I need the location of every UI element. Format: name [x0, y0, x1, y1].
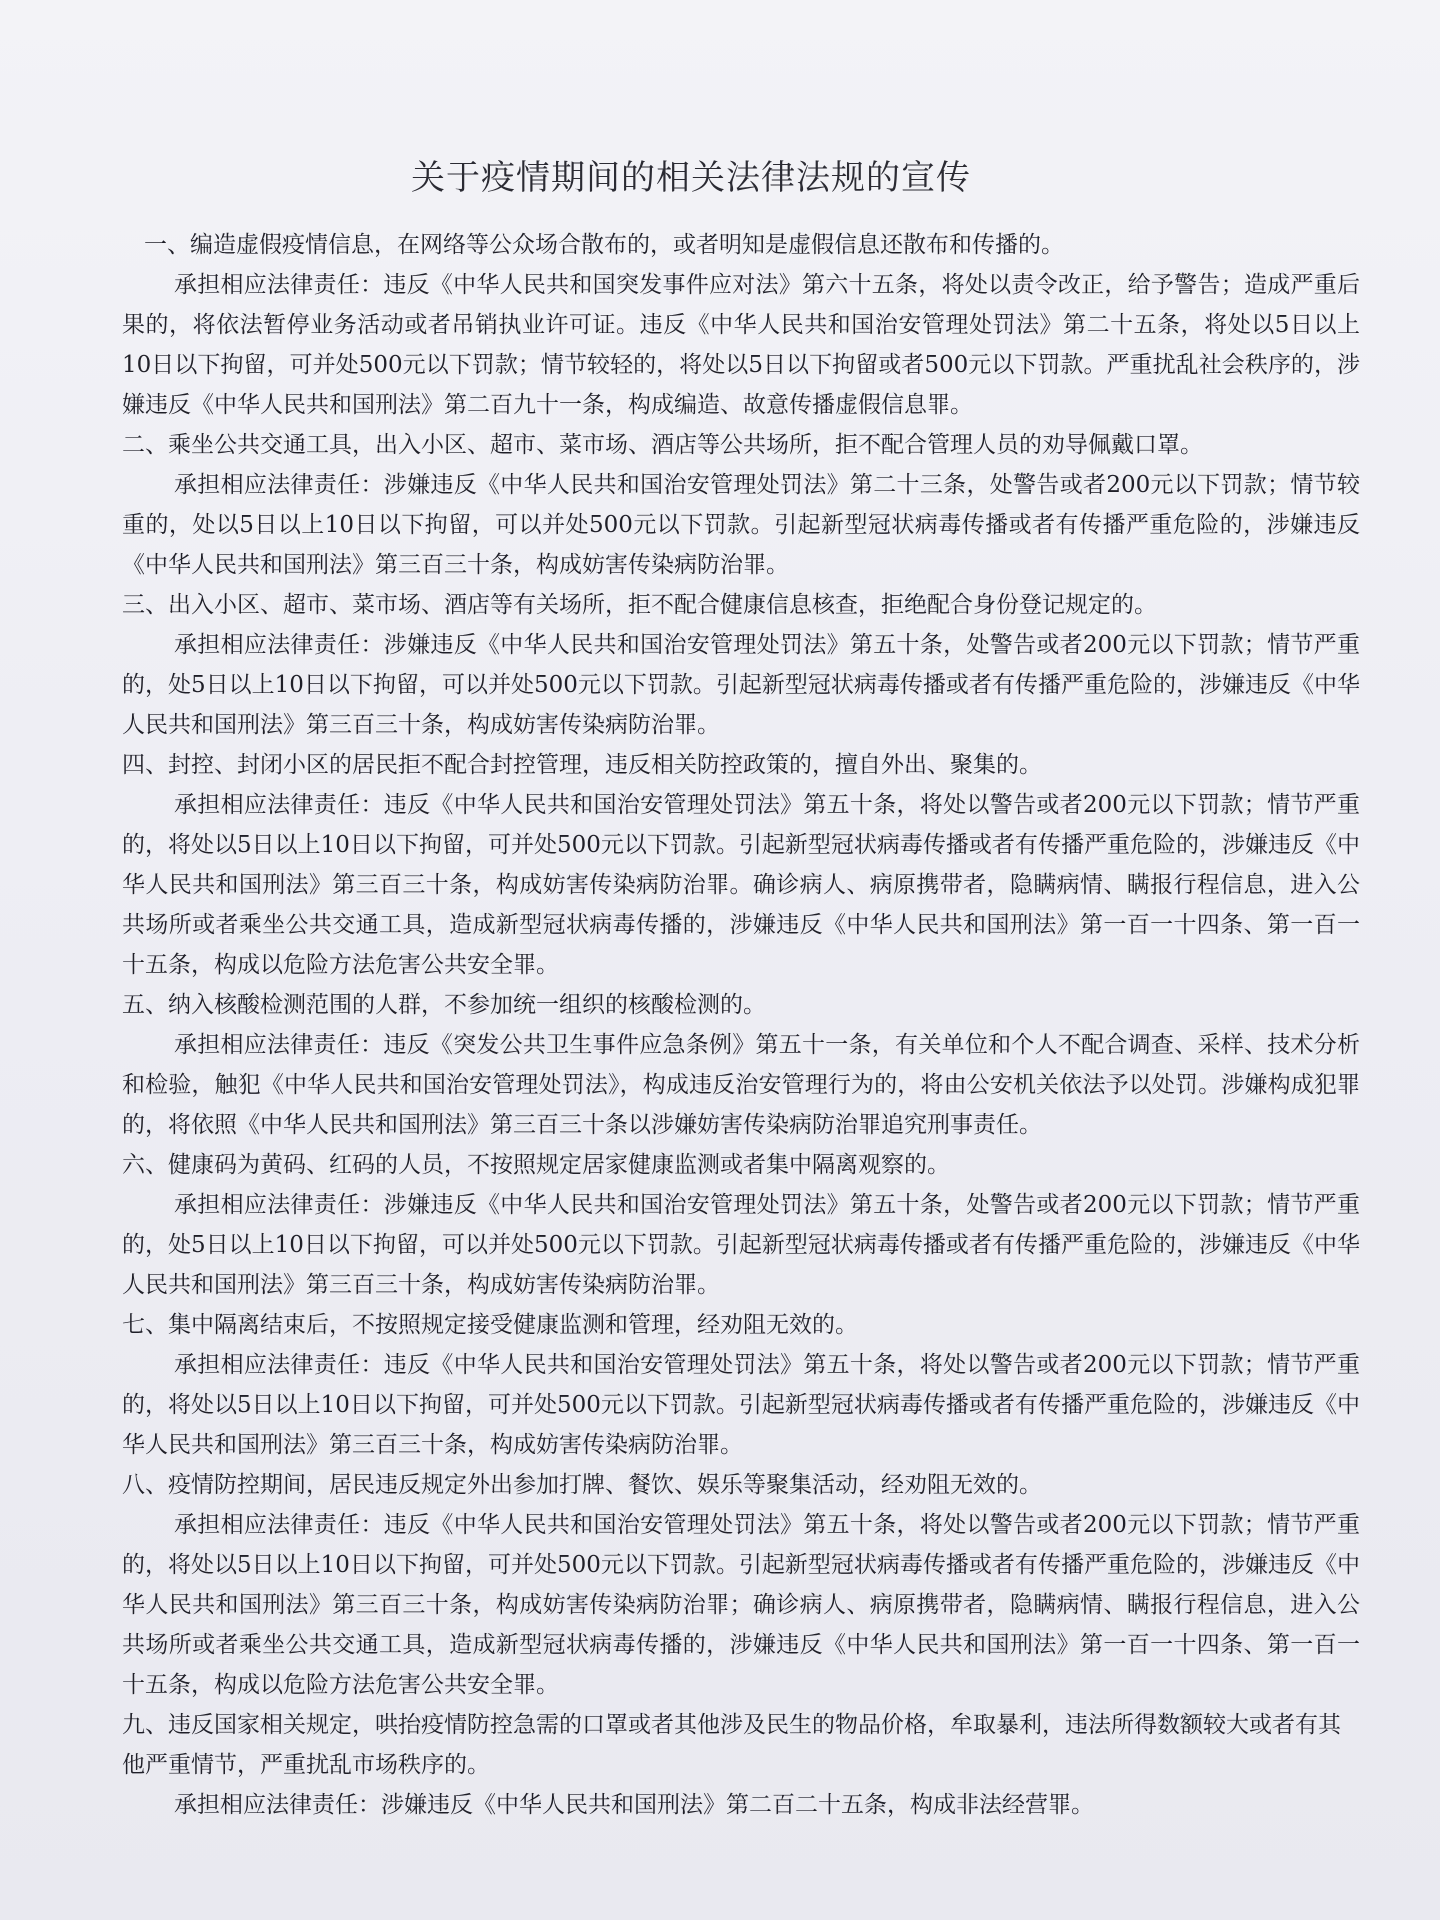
- section-heading: 四、封控、封闭小区的居民拒不配合封控管理，违反相关防控政策的，擅自外出、聚集的。: [122, 752, 1042, 778]
- section-2: [122, 425, 1360, 585]
- section-9: [122, 1705, 1360, 1825]
- section-body: 承担相应法律责任：涉嫌违反《中华人民共和国治安管理处罚法》第五十条，处警告或者200元以下罚款；情节严重的，处5日以上10日以下拘留，可以并处500元以下罚款。引起新型冠状病毒传播或者有传播严重危险的，涉嫌违反《中华人民共和国刑法》第三百三十条，构成妨害传染病防治罪。: [122, 632, 1360, 738]
- section-heading: 一、编造虚假疫情信息，在网络等公众场合散布的，或者明知是虚假信息还散布和传播的。: [144, 232, 1064, 258]
- section-5: [122, 985, 1360, 1145]
- section-6: [122, 1145, 1360, 1305]
- section-heading: 九、违反国家相关规定，哄抬疫情防控急需的口罩或者其他涉及民生的物品价格，牟取暴利，违法所得数额较大或者有其他严重情节，严重扰乱市场秩序的。: [122, 1712, 1341, 1778]
- section-body: 承担相应法律责任：违反《突发公共卫生事件应急条例》第五十一条，有关单位和个人不配合调查、采样、技术分析和检验，触犯《中华人民共和国治安管理处罚法》，构成违反治安管理行为的，将由公安机关依法予以处罚。涉嫌构成犯罪的，将依照《中华人民共和国刑法》第三百三十条以涉嫌妨害传染病防治罪追究刑事责任。: [122, 1032, 1360, 1138]
- section-1: [122, 225, 1360, 425]
- section-heading: 二、乘坐公共交通工具，出入小区、超市、菜市场、酒店等公共场所，拒不配合管理人员的劝导佩戴口罩。: [122, 432, 1203, 458]
- section-heading: 七、集中隔离结束后，不按照规定接受健康监测和管理，经劝阻无效的。: [122, 1312, 858, 1338]
- section-body: 承担相应法律责任：违反《中华人民共和国治安管理处罚法》第五十条，将处以警告或者200元以下罚款；情节严重的，将处以5日以上10日以下拘留，可并处500元以下罚款。引起新型冠状病毒传播或者有传播严重危险的，涉嫌违反《中华人民共和国刑法》第三百三十条，构成妨害传染病防治罪。确诊病人、病原携带者，隐瞒病情、瞒报行程信息，进入公共场所或者乘坐公共交通工具，造成新型冠状病毒传播的，涉嫌违反《中华人民共和国刑法》第一百一十四条、第一百一十五条，构成以危险方法危害公共安全罪。: [122, 792, 1360, 978]
- section-body: 承担相应法律责任：违反《中华人民共和国突发事件应对法》第六十五条，将处以责令改正，给予警告；造成严重后果的，将依法暂停业务活动或者吊销执业许可证。违反《中华人民共和国治安管理处罚法》第二十五条，将处以5日以上10日以下拘留，可并处500元以下罚款；情节较轻的，将处以5日以下拘留或者500元以下罚款。严重扰乱社会秩序的，涉嫌违反《中华人民共和国刑法》第二百九十一条，构成编造、故意传播虚假信息罪。: [122, 272, 1360, 418]
- section-4: [122, 745, 1360, 985]
- section-7: [122, 1305, 1360, 1465]
- section-body: 承担相应法律责任：涉嫌违反《中华人民共和国刑法》第二百二十五条，构成非法经营罪。: [174, 1792, 1094, 1818]
- section-heading: 八、疫情防控期间，居民违反规定外出参加打牌、餐饮、娱乐等聚集活动，经劝阻无效的。: [122, 1472, 1042, 1498]
- section-heading: 三、出入小区、超市、菜市场、酒店等有关场所，拒不配合健康信息核查，拒绝配合身份登记规定的。: [122, 592, 1157, 618]
- section-body: 承担相应法律责任：涉嫌违反《中华人民共和国治安管理处罚法》第五十条，处警告或者200元以下罚款；情节严重的，处5日以上10日以下拘留，可以并处500元以下罚款。引起新型冠状病毒传播或者有传播严重危险的，涉嫌违反《中华人民共和国刑法》第三百三十条，构成妨害传染病防治罪。: [122, 1192, 1360, 1298]
- section-body: 承担相应法律责任：违反《中华人民共和国治安管理处罚法》第五十条，将处以警告或者200元以下罚款；情节严重的，将处以5日以上10日以下拘留，可并处500元以下罚款。引起新型冠状病毒传播或者有传播严重危险的，涉嫌违反《中华人民共和国刑法》第三百三十条，构成妨害传染病防治罪。: [122, 1352, 1360, 1458]
- document-title: 关于疫情期间的相关法律法规的宣传: [411, 158, 971, 198]
- section-3: [122, 585, 1360, 745]
- section-body: 承担相应法律责任：涉嫌违反《中华人民共和国治安管理处罚法》第二十三条，处警告或者200元以下罚款；情节较重的，处以5日以上10日以下拘留，可以并处500元以下罚款。引起新型冠状病毒传播或者有传播严重危险的，涉嫌违反《中华人民共和国刑法》第三百三十条，构成妨害传染病防治罪。: [122, 472, 1360, 578]
- section-heading: 五、纳入核酸检测范围的人群，不参加统一组织的核酸检测的。: [122, 992, 766, 1018]
- section-heading: 六、健康码为黄码、红码的人员，不按照规定居家健康监测或者集中隔离观察的。: [122, 1152, 950, 1178]
- section-8: [122, 1465, 1360, 1705]
- section-body: 承担相应法律责任：违反《中华人民共和国治安管理处罚法》第五十条，将处以警告或者200元以下罚款；情节严重的，将处以5日以上10日以下拘留，可并处500元以下罚款。引起新型冠状病毒传播或者有传播严重危险的，涉嫌违反《中华人民共和国刑法》第三百三十条，构成妨害传染病防治罪；确诊病人、病原携带者，隐瞒病情、瞒报行程信息，进入公共场所或者乘坐公共交通工具，造成新型冠状病毒传播的，涉嫌违反《中华人民共和国刑法》第一百一十四条、第一百一十五条，构成以危险方法危害公共安全罪。: [122, 1512, 1360, 1698]
